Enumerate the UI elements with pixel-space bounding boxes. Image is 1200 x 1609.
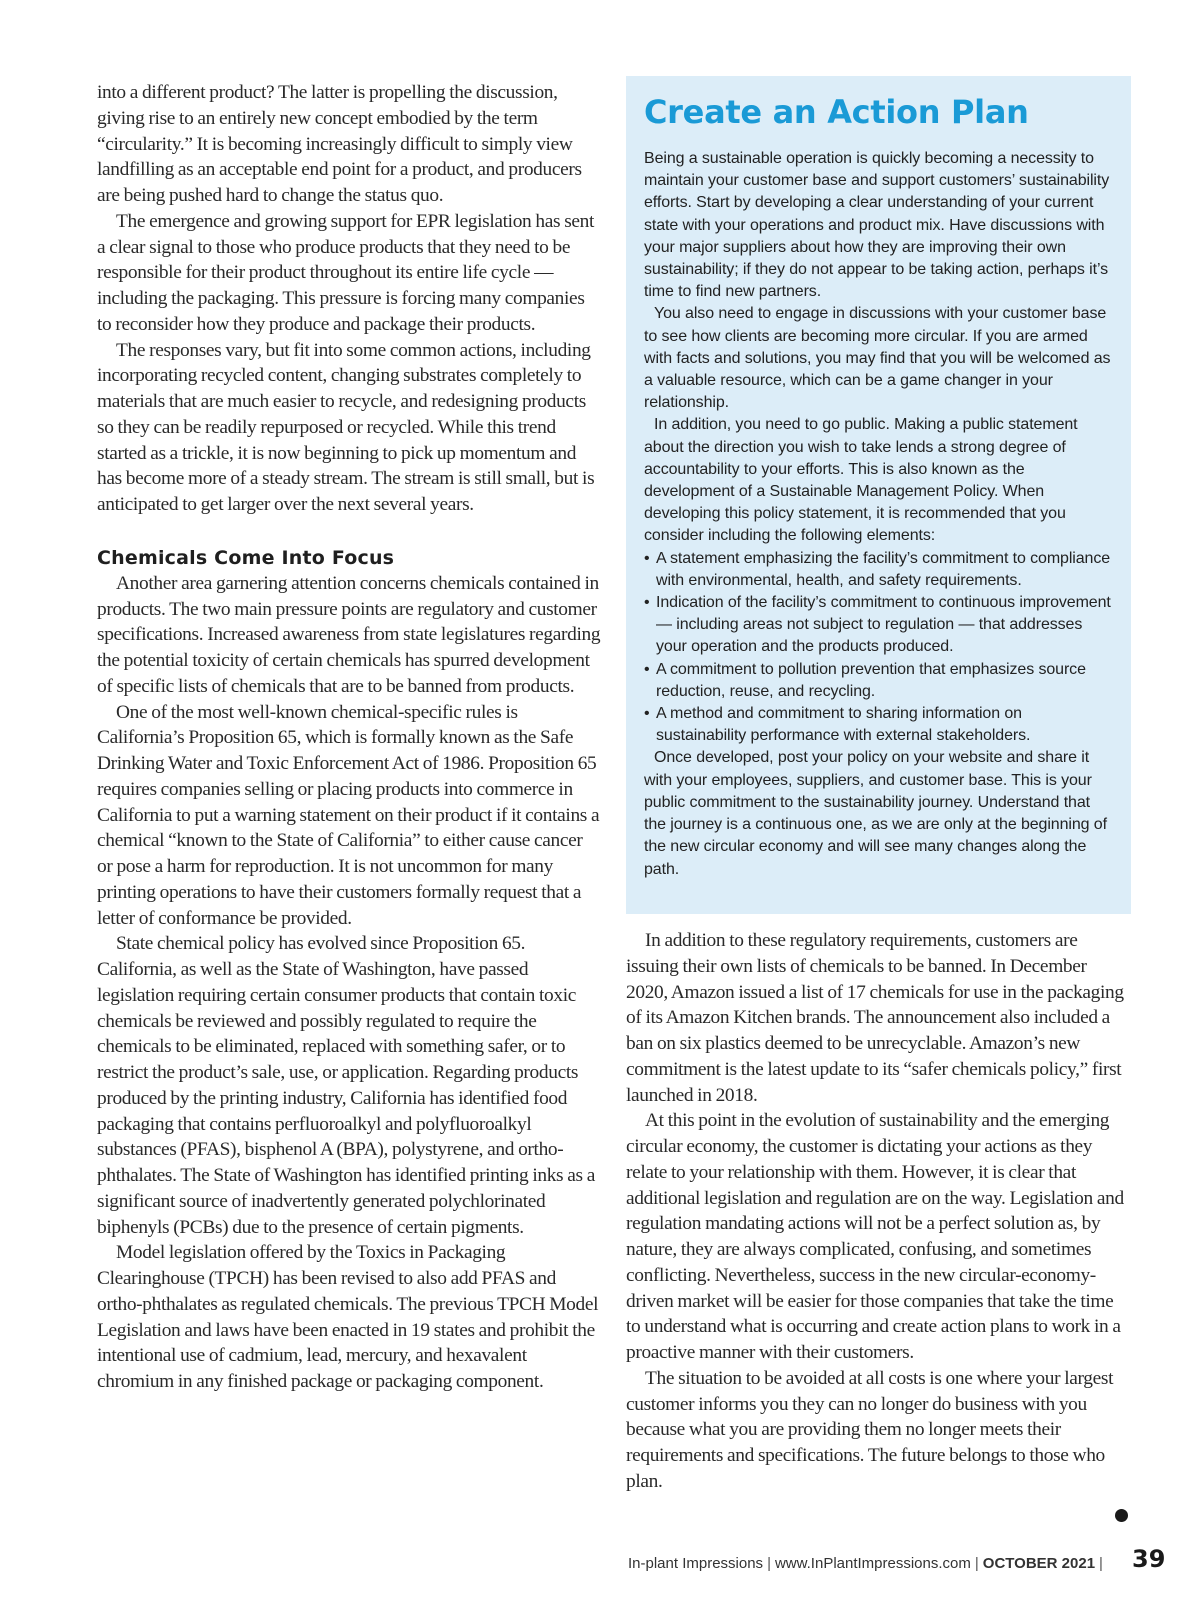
section-heading: Chemicals Come Into Focus bbox=[97, 546, 395, 569]
list-item-text: A method and commitment to sharing information on sustainability performance with external stakeholders. bbox=[656, 705, 1031, 745]
sidebar-body bbox=[644, 148, 1116, 881]
sidebar-paragraph: In addition, you need to go public. Making a public statement about the direction you wish to take lends a strong degree of accountability to your efforts. This is also known as the development of a Sustainable Management Policy. When developing this policy statement, it is recommended that you consider including the following elements: bbox=[644, 416, 1078, 545]
issue-date: OCTOBER 2021 bbox=[982, 1555, 1096, 1572]
list-item bbox=[644, 548, 1116, 592]
body-paragraph: Model legislation offered by the Toxics in Packaging Clearinghouse (TPCH) has been revised to also add PFAS and ortho-phthalates as regulated chemicals. The previous TPCH Model Legislation and laws have been enacted in 19 states and prohibit the intentional use of cadmium, lead, mercury, and hexavalent chromium in any finished package or packaging component. bbox=[97, 1242, 599, 1392]
list-item-text: A commitment to pollution prevention that emphasizes source reduction, reuse, and recycling. bbox=[656, 660, 1086, 700]
list-item bbox=[644, 592, 1116, 659]
sidebar-paragraph: Once developed, post your policy on your website and share it with your employees, suppliers, and customer base. This is your public commitment to the sustainability journey. Understand that the journey is a continuous one, as we are only at the beginning of the new circular economy and will see many changes along the path. bbox=[644, 749, 1107, 878]
body-paragraph: The responses vary, but fit into some common actions, including incorporating recycled content, changing substrates completely to materials that are much easier to recycle, and redesigning products so they can be readily repurposed or recycled. While this trend started as a trickle, it is now beginning to pick up momentum and has become more of a steady stream. The stream is still small, but is anticipated to get larger over the next several years. bbox=[97, 339, 595, 515]
body-paragraph: The situation to be avoided at all costs is one where your largest customer informs you they can no longer do business with you because what you are providing them no longer meets their requirements and specifications. The future belongs to those who plan. bbox=[626, 1367, 1114, 1492]
body-paragraph: At this point in the evolution of sustainability and the emerging circular economy, the customer is dictating your actions as they relate to your relationship with them. However, it is clear that additional legislation and regulation are on the way. Legislation and regulation mandating actions will not be a perfect solution as, by nature, they are always complicated, confusing, and sometimes conflicting. Nevertheless, success in the new circular-economy-driven market will be easier for those companies that take the time to understand what is occurring and create action plans to work in a proactive manner with their customers. bbox=[626, 1110, 1124, 1363]
body-paragraph: One of the most well-known chemical-specific rules is California’s Proposition 65, which is formally known as the Safe Drinking Water and Toxic Enforcement Act of 1986. Proposition 65 requires companies selling or placing products into commerce in California to put a warning statement on their product if it contains a chemical “known to the State of California” to either cause cancer or pose a harm for reproduction. It is not uncommon for many printing operations to have their customers formally request that a letter of conformance be provided. bbox=[97, 701, 600, 929]
right-column bbox=[626, 928, 1130, 1495]
policy-elements-list bbox=[644, 548, 1116, 748]
footer-separator: | bbox=[1099, 1555, 1103, 1572]
footer-separator: | bbox=[767, 1555, 771, 1572]
website-link[interactable]: www.InPlantImpressions.com bbox=[774, 1555, 971, 1572]
body-paragraph: into a different product? The latter is propelling the discussion, giving rise to an entirely new concept embodied by the term “circularity.” It is becoming increasingly difficult to simply view landfilling as an acceptable end point for a product, and producers are being pushed hard to change the status quo. bbox=[97, 82, 582, 206]
footer-separator: | bbox=[974, 1555, 979, 1572]
list-item-text: A statement emphasizing the facility’s commitment to compliance with environmental, health, and safety requirements. bbox=[656, 549, 1111, 589]
left-column bbox=[97, 80, 601, 1395]
page-number: 39 bbox=[1132, 1545, 1166, 1573]
list-item bbox=[644, 703, 1116, 747]
bullet-icon: • bbox=[644, 549, 650, 567]
list-item-text: Indication of the facility’s commitment to continuous improvement — including areas not subject to regulation — that addresses your operation and the products produced. bbox=[656, 594, 1111, 656]
action-plan-sidebar bbox=[626, 76, 1131, 914]
publication-name: In-plant Impressions bbox=[628, 1555, 764, 1572]
bullet-icon: • bbox=[644, 594, 650, 612]
body-paragraph: Another area garnering attention concerns chemicals contained in products. The two main pressure points are regulatory and customer specifications. Increased awareness from state legislatures regarding the potential toxicity of certain chemicals has spurred development of specific lists of chemicals that are to be banned from products. bbox=[97, 572, 601, 697]
article-end-mark-icon bbox=[1115, 1509, 1128, 1522]
list-item bbox=[644, 659, 1116, 703]
page-footer bbox=[628, 1554, 1107, 1574]
body-paragraph: State chemical policy has evolved since Proposition 65. California, as well as the State of Washington, have passed legislation requiring certain consumer products that contain toxic chemicals be reviewed and possibly regulated to require the chemicals to be eliminated, replaced with something safer, or to restrict the product’s sale, use, or application. Regarding products produced by the printing industry, California has identified food packaging that contains perfluoroalkyl and polyfluoroalkyl substances (PFAS), bisphenol A (BPA), polystyrene, and ortho-phthalates. The State of Washington has identified printing inks as a significant source of inadvertently generated polychlorinated biphenyls (PCBs) due to the presence of certain pigments. bbox=[97, 933, 595, 1238]
body-paragraph: In addition to these regulatory requirements, customers are issuing their own lists of chemicals to be banned. In December 2020, Amazon issued a list of 17 chemicals for use in the packaging of its Amazon Kitchen brands. The announcement also included a ban on six plastics deemed to be unrecyclable. Amazon’s new commitment is the latest update to its “safer chemicals policy,” first launched in 2018. bbox=[626, 930, 1124, 1106]
body-paragraph: The emergence and growing support for EPR legislation has sent a clear signal to those who produce products that they need to be responsible for their product throughout its entire life cycle — including the packaging. This pressure is forcing many companies to reconsider how they produce and package their products. bbox=[97, 210, 595, 335]
sidebar-paragraph: Being a sustainable operation is quickly becoming a necessity to maintain your customer base and support customers’ sustainability efforts. Start by developing a clear understanding of your current state with your operations and product mix. Have discussions with your major suppliers about how they are improving their own sustainability; if they do not appear to be taking action, perhaps it’s time to find new partners. bbox=[644, 150, 1110, 301]
sidebar-title: Create an Action Plan bbox=[644, 93, 1029, 131]
bullet-icon: • bbox=[644, 660, 650, 678]
bullet-icon: • bbox=[644, 705, 650, 723]
sidebar-paragraph: You also need to engage in discussions with your customer base to see how clients are becoming more circular. If you are armed with facts and solutions, you may find that you will be welcomed as a valuable resource, which can be a game changer in your relationship. bbox=[644, 305, 1111, 412]
